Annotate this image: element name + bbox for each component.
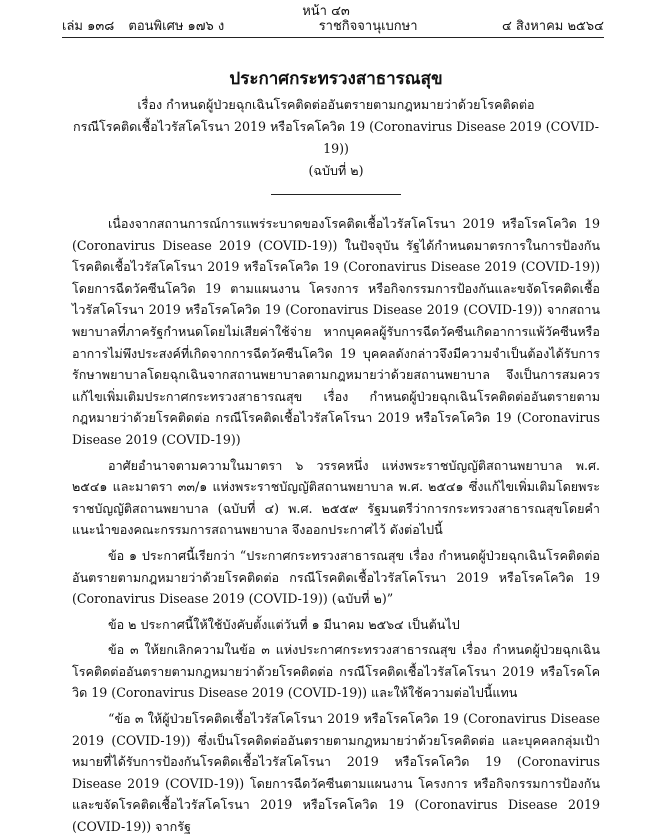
section-number: ตอนพิเศษ ๑๗๖ ง bbox=[128, 19, 225, 34]
gazette-header-left bbox=[62, 19, 234, 35]
subject-line: เรื่อง กำหนดผู้ป่วยฉุกเฉินโรคติดต่ออันตรายตามกฎหมายว่าด้วยโรคติดต่อ bbox=[137, 97, 535, 112]
publication-name: ราชกิจจานุเบกษา bbox=[318, 19, 418, 34]
page-number: หน้า ๔๓ bbox=[302, 4, 350, 19]
body-paragraph: ข้อ ๑ ประกาศนี้เรียกว่า “ประกาศกระทรวงสาธารณสุข เรื่อง กำหนดผู้ป่วยฉุกเฉินโรคติดต่ออันตรายตามกฎหมายว่าด้วยโรคติดต่อ กรณีโรคติดเชื้อไวรัสโคโรนา 2019 หรือโรคโควิด 19 (Coronavirus Disease 2019 (COVID-19)) (ฉบับที่ ๒)” bbox=[72, 547, 600, 607]
subject-line: กรณีโรคติดเชื้อไวรัสโคโรนา 2019 หรือโรคโควิด 19 (Coronavirus Disease 2019 (COVID-19)) bbox=[72, 119, 600, 156]
document-subject bbox=[72, 94, 600, 182]
document-body bbox=[72, 213, 600, 838]
gazette-header bbox=[62, 19, 604, 38]
document-title: ประกาศกระทรวงสาธารณสุข bbox=[229, 69, 443, 89]
body-paragraph: ข้อ ๒ ประกาศนี้ให้ใช้บังคับตั้งแต่วันที่ ๑ มีนาคม ๒๕๖๔ เป็นต้นไป bbox=[108, 616, 460, 632]
body-paragraph: อาศัยอำนาจตามความในมาตรา ๖ วรรคหนึ่ง แห่งพระราชบัญญัติสถานพยาบาล พ.ศ. ๒๕๔๑ และมาตรา ๓๓/๑ แห่งพระราชบัญญัติสถานพยาบาล พ.ศ. ๒๕๔๑ ซึ่งแก้ไขเพิ่มเติมโดยพระราชบัญญัติสถานพยาบาล (ฉบับที่ ๔) พ.ศ. ๒๕๕๙ รัฐมนตรีว่าการกระทรวงสาธารณสุขโดยคำแนะนำของคณะกรรมการสถานพยาบาล จึงออกประกาศไว้ ดังต่อไปนี้ bbox=[72, 457, 600, 538]
subject-line: (ฉบับที่ ๒) bbox=[308, 163, 364, 178]
publication-date: ๔ สิงหาคม ๒๕๖๔ bbox=[501, 19, 604, 34]
body-paragraph: “ข้อ ๓ ให้ผู้ป่วยโรคติดเชื้อไวรัสโคโรนา 2019 หรือโรคโควิด 19 (Coronavirus Disease 2019 (COVID-19)) ซึ่งเป็นโรคติดต่ออันตรายตามกฎหมายว่าด้วยโรคติดต่อ และบุคคลกลุ่มเป้าหมายที่ได้รับการป้องกันโรคติดเชื้อไวรัสโคโรนา 2019 หรือโรคโควิด 19 (Coronavirus Disease 2019 (COVID-19)) โดยการฉีดวัคซีนตามแผนงาน โครงการ หรือกิจกรรมการป้องกันและขจัดโรคติดเชื้อไวรัสโคโรนา 2019 หรือโรคโควิด 19 (Coronavirus Disease 2019 (COVID-19)) จากรัฐ bbox=[72, 711, 600, 835]
title-divider bbox=[271, 194, 401, 195]
volume-number: เล่ม ๑๓๘ bbox=[62, 19, 115, 34]
body-paragraph: เนื่องจากสถานการณ์การแพร่ระบาดของโรคติดเชื้อไวรัสโคโรนา 2019 หรือโรคโควิด 19 (Coronavirus Disease 2019 (COVID-19)) ในปัจจุบัน รัฐได้กำหนดมาตรการในการป้องกันโรคติดเชื้อไวรัสโคโรนา 2019 หรือโรคโควิด 19 (Coronavirus Disease 2019 (COVID-19)) โดยการฉีดวัคซีนโควิด 19 ตามแผนงาน โครงการ หรือกิจกรรมการป้องกันและขจัดโรคติดเชื้อไวรัสโคโรนา 2019 หรือโรคโควิด 19 (Coronavirus Disease 2019 (COVID-19)) จากสถานพยาบาลที่ภาครัฐกำหนดโดยไม่เสียค่าใช้จ่าย หากบุคคลผู้รับการฉีดวัคซีนเกิดอาการแพ้วัคซีนหรืออาการไม่พึงประสงค์ที่เกิดจากการฉีดวัคซีนโควิด 19 บุคคลดังกล่าวจึงมีความจำเป็นต้องได้รับการรักษาพยาบาลโดยฉุกเฉินจากสถานพยาบาลตามกฎหมายว่าด้วยสถานพยาบาล จึงเป็นการสมควรแก้ไขเพิ่มเติมประกาศกระทรวงสาธารณสุข เรื่อง กำหนดผู้ป่วยฉุกเฉินโรคติดต่ออันตรายตามกฎหมายว่าด้วยโรคติดต่อ กรณีโรคติดเชื้อไวรัสโคโรนา 2019 หรือโรคโควิด 19 (Coronavirus Disease 2019 (COVID-19)) bbox=[72, 216, 600, 447]
body-paragraph: ข้อ ๓ ให้ยกเลิกความในข้อ ๓ แห่งประกาศกระทรวงสาธารณสุข เรื่อง กำหนดผู้ป่วยฉุกเฉินโรคติดต่ออันตรายตามกฎหมายว่าด้วยโรคติดต่อ กรณีโรคติดเชื้อไวรัสโคโรนา 2019 หรือโรคโควิด 19 (Coronavirus Disease 2019 (COVID-19)) และให้ใช้ความต่อไปนี้แทน bbox=[72, 642, 600, 701]
